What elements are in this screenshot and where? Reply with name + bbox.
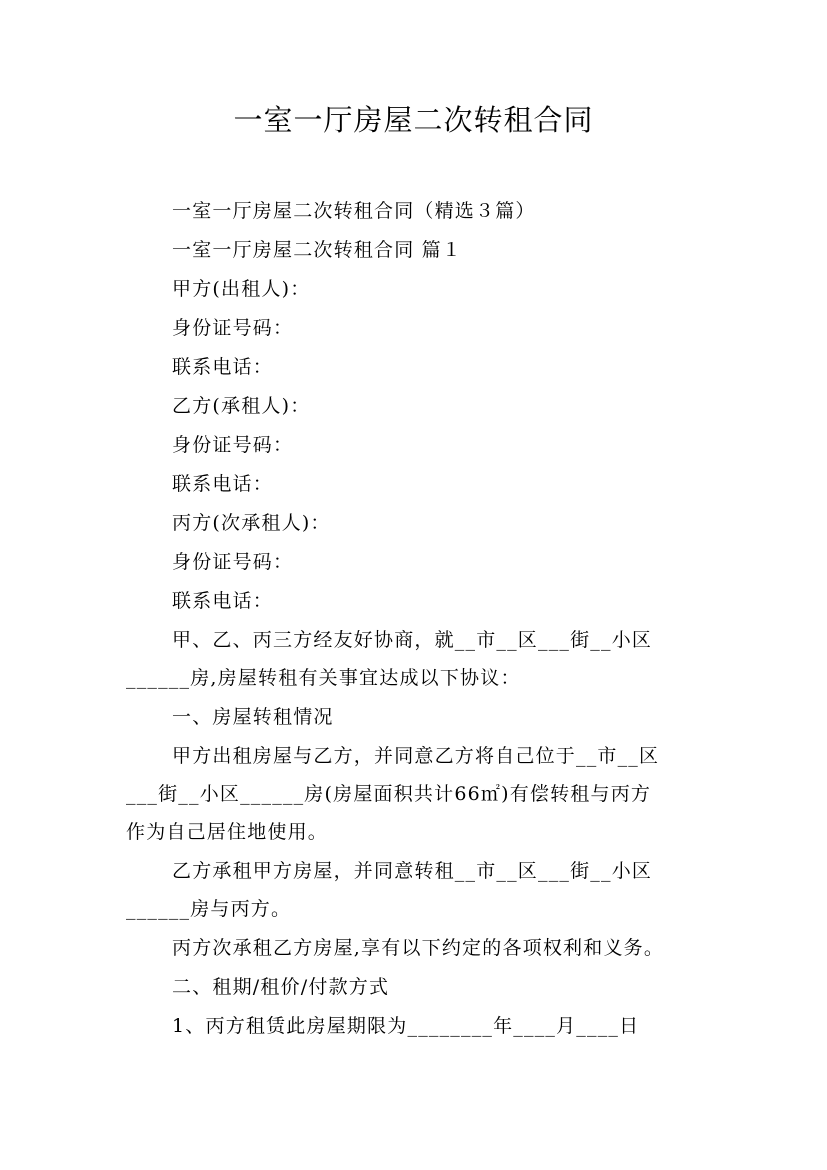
paragraph-line: 1、丙方租赁此房屋期限为________年____月____日 <box>172 1015 640 1037</box>
party-c-phone-label: 联系电话： <box>172 590 274 612</box>
paragraph-line: ______房与丙方。 <box>126 898 292 920</box>
party-c-label: 丙方(次承租人)： <box>172 512 331 534</box>
section-heading: 一室一厅房屋二次转租合同 篇１ <box>172 239 463 261</box>
party-b-label: 乙方(承租人)： <box>172 395 311 417</box>
paragraph-line: 甲方出租房屋与乙方，并同意乙方将自己位于__市__区 <box>172 745 660 767</box>
clause-heading: 二、租期/租价/付款方式 <box>172 976 390 998</box>
party-a-phone-label: 联系电话： <box>172 356 274 378</box>
paragraph-line: ___街__小区______房(房屋面积共计66㎡)有偿转租与丙方 <box>126 783 652 805</box>
clause-heading: 一、房屋转租情况 <box>172 706 334 728</box>
document-title: 一室一厅房屋二次转租合同 <box>233 103 594 137</box>
party-a-label: 甲方(出租人)： <box>172 278 311 300</box>
party-b-phone-label: 联系电话： <box>172 473 274 495</box>
party-a-id-label: 身份证号码： <box>172 317 294 339</box>
paragraph-line: 作为自己居住地使用。 <box>126 821 329 843</box>
paragraph-line: 甲、乙、丙三方经友好协商，就__市__区___街__小区 <box>172 629 653 651</box>
paragraph-line: 丙方次承租乙方房屋,享有以下约定的各项权利和义务。 <box>172 937 665 959</box>
subtitle-line: 一室一厅房屋二次转租合同（精选３篇） <box>172 200 536 222</box>
paragraph-line: ______房,房屋转租有关事宜达成以下协议： <box>126 667 521 689</box>
party-c-id-label: 身份证号码： <box>172 551 294 573</box>
party-b-id-label: 身份证号码： <box>172 434 294 456</box>
paragraph-line: 乙方承租甲方房屋，并同意转租__市__区___街__小区 <box>172 860 653 882</box>
